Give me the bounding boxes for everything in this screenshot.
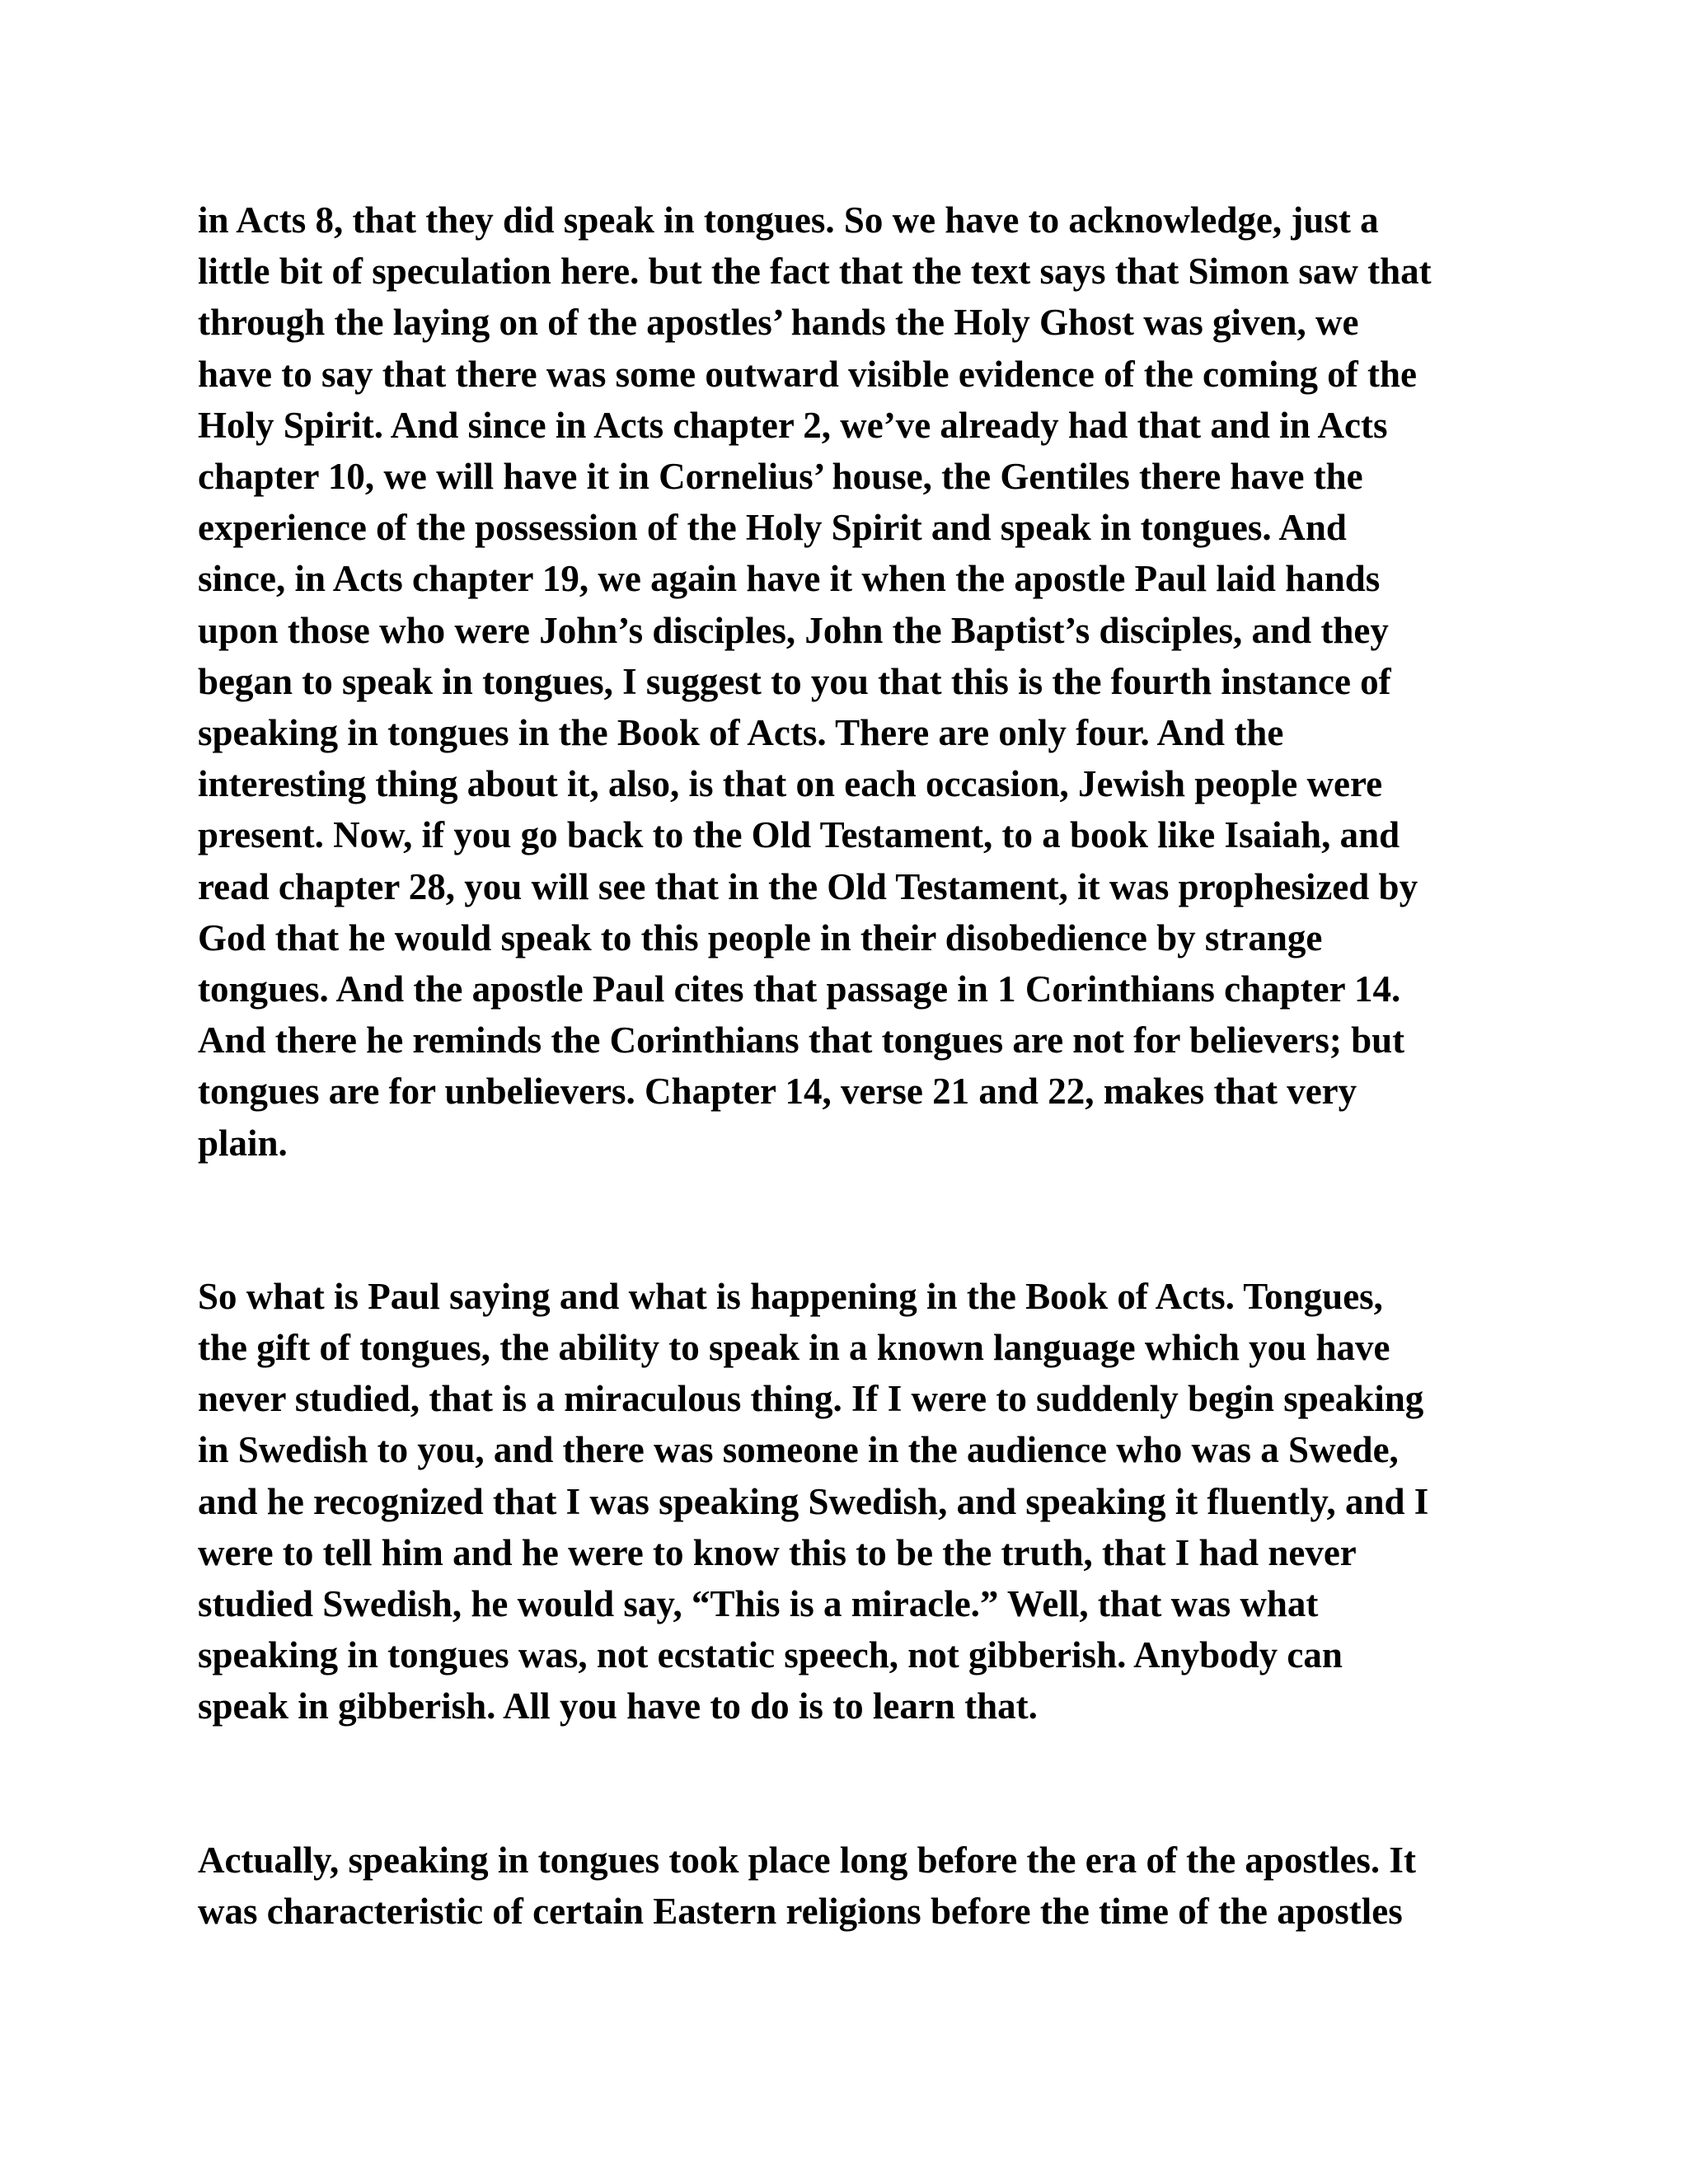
text-line: were to tell him and he were to know this to be the truth, that I had never xyxy=(198,1531,1357,1573)
text-line: God that he would speak to this people in their disobedience by strange xyxy=(198,916,1323,958)
text-line: experience of the possession of the Holy Spirit and speak in tongues. And xyxy=(198,507,1347,549)
paragraph-3 xyxy=(198,1835,1484,1937)
document-body xyxy=(198,194,1484,1937)
paragraph-spacer xyxy=(198,1169,1484,1271)
text-line: speaking in tongues was, not ecstatic speech, not gibberish. Anybody can xyxy=(198,1634,1343,1676)
text-line: So what is Paul saying and what is happening in the Book of Acts. Tongues, xyxy=(198,1275,1383,1317)
text-line: the gift of tongues, the ability to speak in a known language which you have xyxy=(198,1327,1390,1369)
text-line: chapter 10, we will have it in Cornelius’ house, the Gentiles there have the xyxy=(198,456,1363,498)
text-line: began to speak in tongues, I suggest to you that this is the fourth instance of xyxy=(198,660,1391,702)
text-line: interesting thing about it, also, is that on each occasion, Jewish people were xyxy=(198,763,1383,805)
text-line: in Acts 8, that they did speak in tongues. So we have to acknowledge, just a xyxy=(198,199,1379,241)
text-line: studied Swedish, he would say, “This is a miracle.” Well, that was what xyxy=(198,1583,1319,1625)
text-line: tongues. And the apostle Paul cites that passage in 1 Corinthians chapter 14. xyxy=(198,968,1401,1010)
text-line: was characteristic of certain Eastern religions before the time of the apostles xyxy=(198,1890,1403,1932)
paragraph-spacer xyxy=(198,1732,1484,1835)
text-line: tongues are for unbelievers. Chapter 14, verse 21 and 22, makes that very xyxy=(198,1071,1357,1113)
text-line: in Swedish to you, and there was someone in the audience who was a Swede, xyxy=(198,1429,1399,1471)
text-line: through the laying on of the apostles’ hands the Holy Ghost was given, we xyxy=(198,302,1359,344)
paragraph-1 xyxy=(198,194,1484,1169)
paragraph-2 xyxy=(198,1271,1484,1732)
text-line: have to say that there was some outward visible evidence of the coming of the xyxy=(198,353,1418,395)
text-line: Actually, speaking in tongues took place long before the era of the apostles. It xyxy=(198,1839,1416,1881)
text-line: And there he reminds the Corinthians that tongues are not for believers; but xyxy=(198,1019,1405,1062)
text-line: read chapter 28, you will see that in the Old Testament, it was prophesized by xyxy=(198,865,1418,907)
text-line: speaking in tongues in the Book of Acts. There are only four. And the xyxy=(198,712,1284,754)
text-line: since, in Acts chapter 19, we again have it when the apostle Paul laid hands xyxy=(198,558,1381,600)
text-line: and he recognized that I was speaking Swedish, and speaking it fluently, and I xyxy=(198,1480,1429,1522)
text-line: speak in gibberish. All you have to do is to learn that. xyxy=(198,1685,1038,1727)
text-line: Holy Spirit. And since in Acts chapter 2, we’ve already had that and in Acts xyxy=(198,404,1388,446)
text-line: little bit of speculation here. but the fact that the text says that Simon saw that xyxy=(198,251,1432,293)
text-line: upon those who were John’s disciples, John the Baptist’s disciples, and they xyxy=(198,609,1389,651)
text-line: plain. xyxy=(198,1122,288,1164)
text-line: never studied, that is a miraculous thing. If I were to suddenly begin speaking xyxy=(198,1378,1424,1420)
text-line: present. Now, if you go back to the Old Testament, to a book like Isaiah, and xyxy=(198,814,1400,856)
